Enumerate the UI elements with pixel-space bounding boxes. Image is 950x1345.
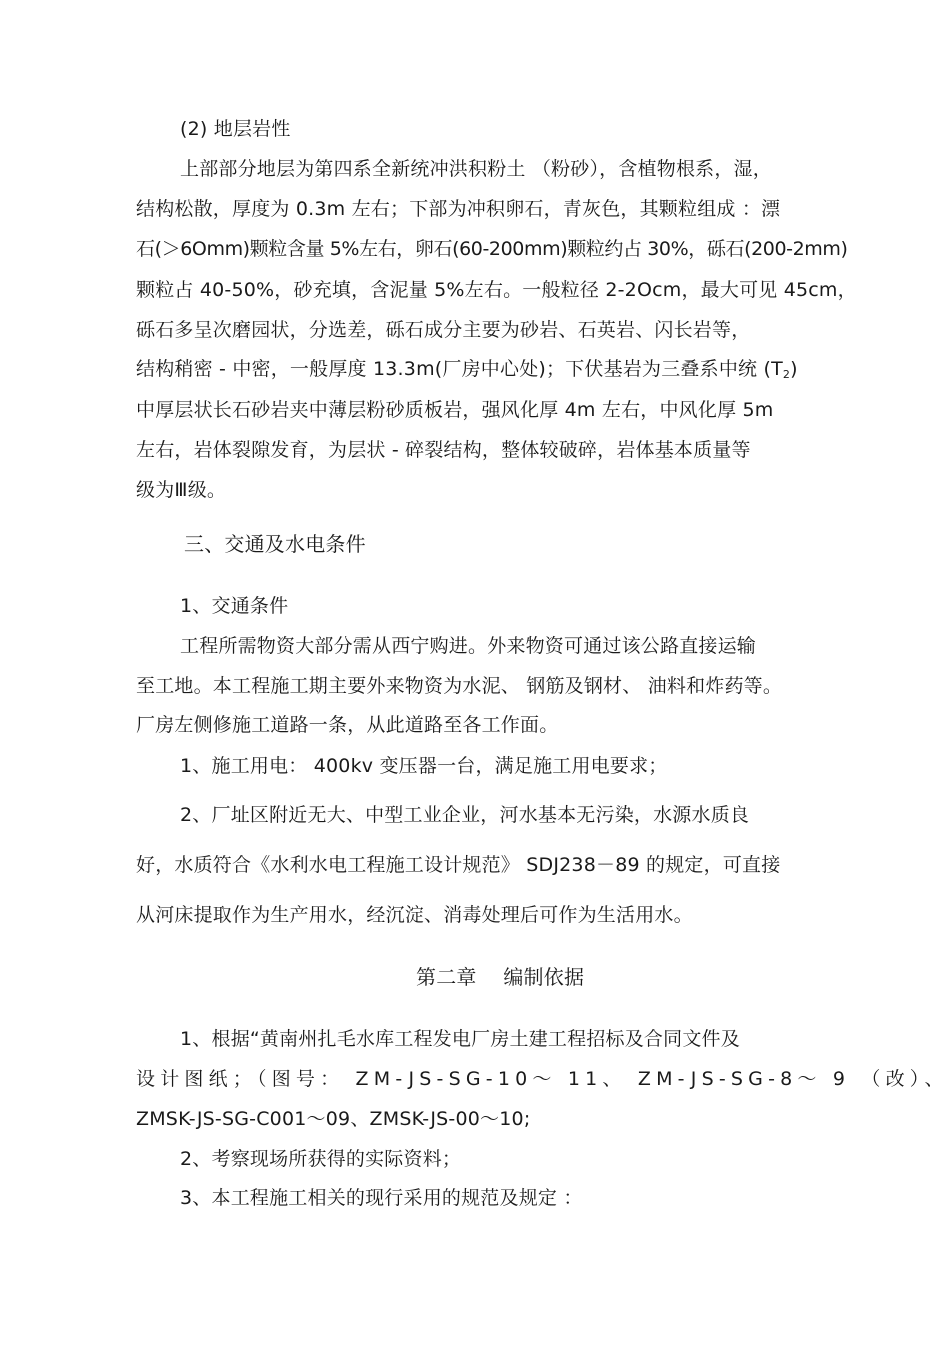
paragraph-line: 左右，岩体裂隙发育，为层状 - 碎裂结构，整体较破碎，岩体基本质量等 [136, 439, 751, 461]
paragraph-line: 厂房左侧修施工道路一条，从此道路至各工作面。 [136, 714, 559, 736]
paragraph-line: 工程所需物资大部分需从西宁购进。外来物资可通过该公路直接运输 [180, 635, 757, 657]
paragraph-line: 至工地。本工程施工期主要外来物资为水泥、 钢筋及钢材、 油料和炸药等。 [136, 675, 783, 697]
paragraph-line: 2、厂址区附近无大、中型工业企业，河水基本无污染，水源水质良 [180, 804, 750, 826]
paragraph-line: 从河床提取作为生产用水，经沉淀、消毒处理后可作为生活用水。 [136, 904, 693, 926]
paragraph-line: 3、本工程施工相关的现行采用的规范及规定 ： [180, 1187, 583, 1209]
paragraph-line: 1、施工用电： 400kv 变压器一台，满足施工用电要求； [180, 755, 668, 777]
paragraph-line: 设计图纸；（图号： ZM-JS-SG-10～ 11、 ZM-JS-SG-8～ 9 （改）、 [136, 1068, 949, 1090]
paragraph-line: 好，水质符合《水利水电工程施工设计规范》 SDJ238－89 的规定，可直接 [136, 854, 781, 876]
paragraph-line: 2、考察现场所获得的实际资料； [180, 1148, 462, 1170]
subsection-heading-traffic: 1、交通条件 [180, 595, 289, 617]
paragraph-line: 级为Ⅲ级。 [136, 479, 227, 501]
paragraph-line: 石(＞6Omm)颗粒含量 5%左右，卵石(60-200mm)颗粒约占 30%，砾石(200-2mm) [136, 238, 848, 260]
paragraph-line: 结构松散，厚度为 0.3m 左右；下部为冲积卵石，青灰色，其颗粒组成 ：漂 [136, 198, 781, 220]
paragraph-line-with-subscript [136, 357, 798, 387]
paragraph-line: 1、根据“黄南州扎毛水库工程发电厂房土建工程招标及合同文件及 [180, 1028, 740, 1050]
subscript-2: 2 [782, 368, 791, 381]
paragraph-line: ZMSK-JS-SG-C001～09、ZMSK-JS-00～10; [136, 1108, 531, 1130]
chapter-title: 第二章 编制依据 [416, 965, 585, 989]
closing-paren: ) [790, 358, 798, 380]
paragraph-line: 中厚层状长石砂岩夹中薄层粉砂质板岩，强风化厚 4m 左右，中风化厚 5m [136, 399, 774, 421]
section-heading-stratum: (2) 地层岩性 [180, 118, 291, 140]
paragraph-line-text: 结构稍密 - 中密，一般厚度 13.3m(厂房中心处)；下伏基岩为三叠系中统 (T [136, 358, 783, 380]
paragraph-line: 上部部分地层为第四系全新统冲洪积粉土 （粉砂），含植物根系，湿， [180, 158, 772, 180]
paragraph-line: 颗粒占 40-50%，砂充填，含泥量 5%左右。一般粒径 2-2Ocm，最大可见 45cm， [136, 279, 857, 301]
paragraph-line: 砾石多呈次磨园状，分选差，砾石成分主要为砂岩、石英岩、闪长岩等， [136, 319, 751, 341]
section-heading-transport: 三、交通及水电条件 [184, 532, 366, 556]
